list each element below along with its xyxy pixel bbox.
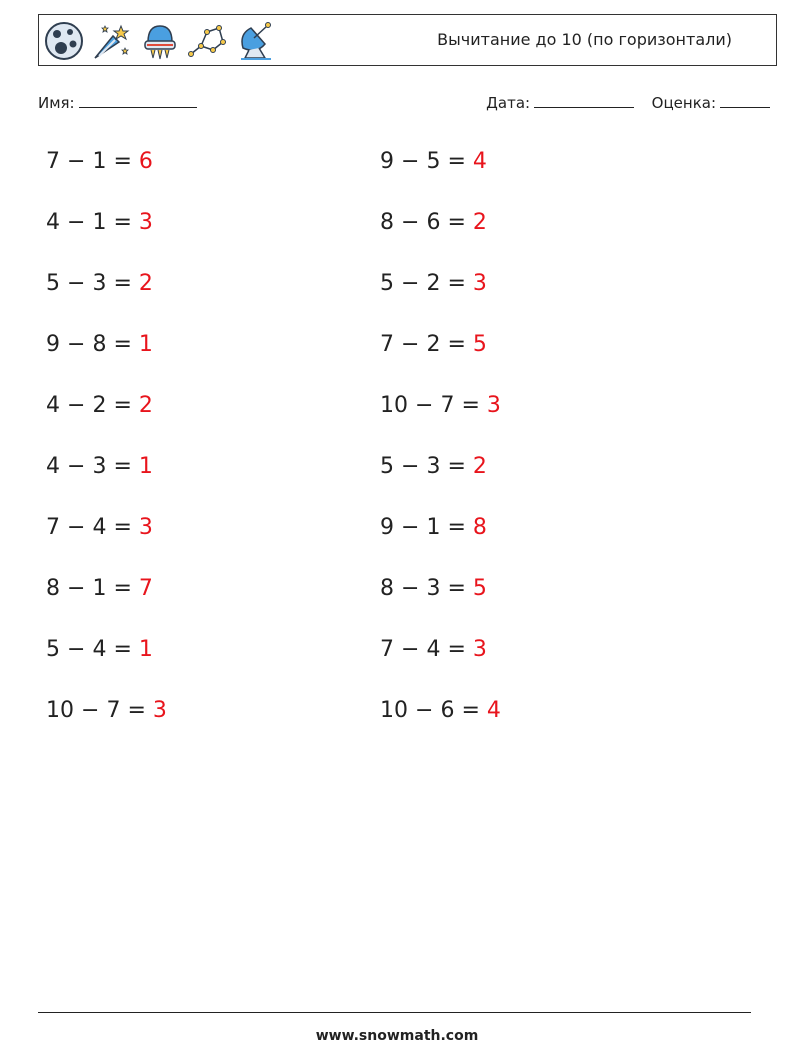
problem-operator: − bbox=[67, 393, 86, 418]
problem-answer: 5 bbox=[472, 332, 487, 357]
name-blank[interactable] bbox=[79, 92, 197, 108]
problem-equals: = bbox=[447, 576, 466, 601]
problem-row bbox=[380, 390, 501, 451]
problem-equals: = bbox=[127, 698, 146, 723]
problem-minuend: 10 bbox=[46, 698, 74, 723]
problem-operator: − bbox=[401, 271, 420, 296]
problem-answer: 8 bbox=[472, 515, 487, 540]
problem-minuend: 5 bbox=[380, 454, 394, 479]
problem-row bbox=[380, 329, 501, 390]
problem-subtrahend: 7 bbox=[440, 393, 455, 418]
problem-operator: − bbox=[67, 332, 86, 357]
problem-operator: − bbox=[401, 515, 420, 540]
satellite-dish-icon bbox=[235, 20, 277, 62]
name-label: Имя: bbox=[38, 94, 75, 112]
problem-operator: − bbox=[401, 454, 420, 479]
problem-minuend: 8 bbox=[380, 210, 394, 235]
problem-equals: = bbox=[461, 393, 480, 418]
footer-url: www.snowmath.com bbox=[315, 1028, 479, 1044]
problem-equals: = bbox=[113, 576, 132, 601]
problem-equals: = bbox=[113, 149, 132, 174]
worksheet-header bbox=[38, 14, 777, 66]
problem-subtrahend: 4 bbox=[426, 637, 441, 662]
problem-operator: − bbox=[415, 393, 434, 418]
problem-operator: − bbox=[81, 698, 100, 723]
problem-row bbox=[46, 573, 167, 634]
problem-minuend: 9 bbox=[380, 515, 394, 540]
problem-row bbox=[46, 207, 167, 268]
problem-operator: − bbox=[67, 576, 86, 601]
problem-row bbox=[380, 512, 501, 573]
problem-minuend: 5 bbox=[380, 271, 394, 296]
problem-minuend: 4 bbox=[46, 210, 60, 235]
grade-blank[interactable] bbox=[720, 92, 770, 108]
problem-minuend: 9 bbox=[380, 149, 394, 174]
date-blank[interactable] bbox=[534, 92, 634, 108]
problem-operator: − bbox=[401, 210, 420, 235]
problem-equals: = bbox=[113, 637, 132, 662]
problem-answer: 3 bbox=[138, 515, 153, 540]
problem-subtrahend: 3 bbox=[92, 454, 107, 479]
problem-row bbox=[380, 268, 501, 329]
problem-equals: = bbox=[447, 637, 466, 662]
problem-operator: − bbox=[401, 149, 420, 174]
problem-equals: = bbox=[447, 271, 466, 296]
problem-operator: − bbox=[67, 454, 86, 479]
comet-icon bbox=[91, 20, 133, 62]
problem-operator: − bbox=[67, 210, 86, 235]
problem-answer: 6 bbox=[138, 149, 153, 174]
problem-column-2 bbox=[380, 146, 501, 756]
problem-minuend: 4 bbox=[46, 393, 60, 418]
problem-answer: 2 bbox=[472, 210, 487, 235]
problem-subtrahend: 6 bbox=[440, 698, 455, 723]
problem-operator: − bbox=[67, 149, 86, 174]
date-grade-fields bbox=[486, 92, 770, 112]
problem-subtrahend: 4 bbox=[92, 515, 107, 540]
constellation-icon bbox=[187, 20, 229, 62]
problem-minuend: 4 bbox=[46, 454, 60, 479]
problem-operator: − bbox=[415, 698, 434, 723]
grade-label: Оценка: bbox=[651, 94, 716, 112]
problem-subtrahend: 8 bbox=[92, 332, 107, 357]
problem-minuend: 10 bbox=[380, 698, 408, 723]
problem-operator: − bbox=[67, 515, 86, 540]
problem-equals: = bbox=[447, 149, 466, 174]
problem-minuend: 8 bbox=[380, 576, 394, 601]
problem-answer: 1 bbox=[138, 454, 153, 479]
problem-minuend: 7 bbox=[380, 637, 394, 662]
problem-answer: 1 bbox=[138, 332, 153, 357]
problem-answer: 3 bbox=[486, 393, 501, 418]
problem-row bbox=[46, 390, 167, 451]
problem-minuend: 9 bbox=[46, 332, 60, 357]
problem-answer: 5 bbox=[472, 576, 487, 601]
problem-row bbox=[380, 634, 501, 695]
problem-row bbox=[46, 268, 167, 329]
problem-row bbox=[380, 146, 501, 207]
problem-subtrahend: 3 bbox=[426, 454, 441, 479]
problem-subtrahend: 2 bbox=[92, 393, 107, 418]
problem-equals: = bbox=[113, 271, 132, 296]
problem-minuend: 5 bbox=[46, 271, 60, 296]
problem-row bbox=[46, 634, 167, 695]
problem-equals: = bbox=[113, 454, 132, 479]
problem-subtrahend: 1 bbox=[92, 210, 107, 235]
problem-subtrahend: 2 bbox=[426, 271, 441, 296]
problem-minuend: 7 bbox=[46, 515, 60, 540]
problem-answer: 3 bbox=[472, 271, 487, 296]
problem-answer: 4 bbox=[486, 698, 501, 723]
problem-answer: 2 bbox=[138, 271, 153, 296]
date-label: Дата: bbox=[486, 94, 531, 112]
problem-equals: = bbox=[113, 332, 132, 357]
problem-answer: 3 bbox=[472, 637, 487, 662]
problem-equals: = bbox=[461, 698, 480, 723]
problem-operator: − bbox=[401, 332, 420, 357]
problem-answer: 4 bbox=[472, 149, 487, 174]
problem-subtrahend: 1 bbox=[92, 149, 107, 174]
problem-subtrahend: 6 bbox=[426, 210, 441, 235]
problem-subtrahend: 5 bbox=[426, 149, 441, 174]
problem-subtrahend: 7 bbox=[106, 698, 121, 723]
problem-equals: = bbox=[113, 515, 132, 540]
problem-minuend: 10 bbox=[380, 393, 408, 418]
problem-row bbox=[380, 451, 501, 512]
problem-equals: = bbox=[447, 454, 466, 479]
problem-operator: − bbox=[67, 271, 86, 296]
problem-equals: = bbox=[447, 515, 466, 540]
problem-subtrahend: 3 bbox=[92, 271, 107, 296]
problem-subtrahend: 2 bbox=[426, 332, 441, 357]
problem-equals: = bbox=[447, 210, 466, 235]
problem-operator: − bbox=[401, 576, 420, 601]
problem-row bbox=[46, 146, 167, 207]
problem-minuend: 8 bbox=[46, 576, 60, 601]
problem-answer: 1 bbox=[138, 637, 153, 662]
planet-icon bbox=[43, 20, 85, 62]
problem-answer: 7 bbox=[138, 576, 153, 601]
problem-answer: 2 bbox=[138, 393, 153, 418]
problem-row bbox=[46, 695, 167, 756]
problem-row bbox=[380, 695, 501, 756]
header-icons bbox=[43, 19, 277, 63]
problem-row bbox=[380, 573, 501, 634]
problem-row bbox=[46, 329, 167, 390]
problem-subtrahend: 4 bbox=[92, 637, 107, 662]
problem-row bbox=[46, 512, 167, 573]
problem-answer: 3 bbox=[138, 210, 153, 235]
ufo-icon bbox=[139, 20, 181, 62]
problem-row bbox=[380, 207, 501, 268]
name-field bbox=[38, 92, 197, 112]
problem-minuend: 7 bbox=[380, 332, 394, 357]
problem-row bbox=[46, 451, 167, 512]
problem-equals: = bbox=[113, 210, 132, 235]
problem-operator: − bbox=[67, 637, 86, 662]
problem-minuend: 7 bbox=[46, 149, 60, 174]
problem-operator: − bbox=[401, 637, 420, 662]
footer-divider bbox=[38, 1012, 751, 1013]
problem-equals: = bbox=[113, 393, 132, 418]
problem-answer: 2 bbox=[472, 454, 487, 479]
problem-column-1 bbox=[46, 146, 167, 756]
worksheet-title: Вычитание до 10 (по горизонтали) bbox=[437, 30, 732, 49]
problem-subtrahend: 1 bbox=[426, 515, 441, 540]
problem-subtrahend: 1 bbox=[92, 576, 107, 601]
problem-subtrahend: 3 bbox=[426, 576, 441, 601]
problem-minuend: 5 bbox=[46, 637, 60, 662]
problem-equals: = bbox=[447, 332, 466, 357]
problem-answer: 3 bbox=[152, 698, 167, 723]
